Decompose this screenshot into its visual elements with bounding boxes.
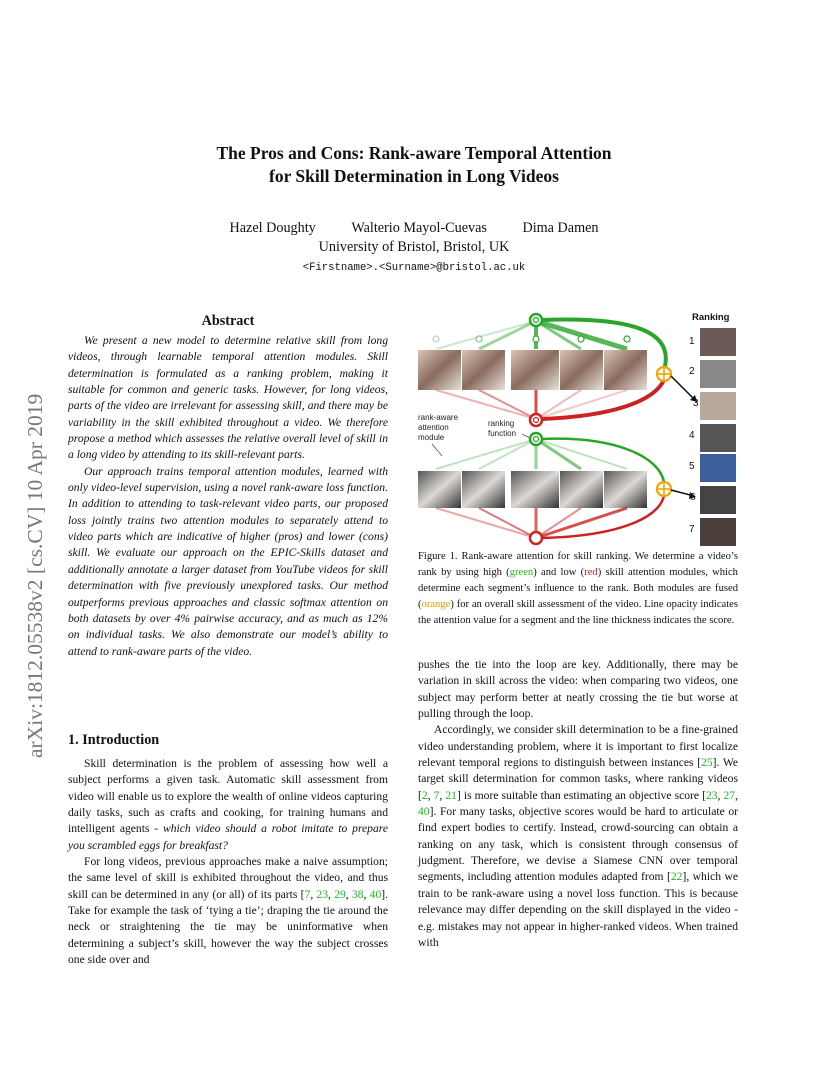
right-p2-text-a: Accordingly, we consider skill determination to be a fine-grained video understanding problem, where it is important to first localize relevant temporal regions to distinguish between instances [ — [418, 723, 738, 770]
author-3: Dima Damen — [522, 220, 599, 236]
intro-paragraph-1 — [68, 756, 388, 854]
right-p2-text-c: ] is more suitable than estimating an objective score [ — [456, 788, 706, 802]
author-2: Walterio Mayol-Cuevas — [351, 220, 487, 236]
citation-link[interactable]: 7 — [433, 788, 440, 802]
right-paragraph-1: pushes the tie into the loop are key. Additionally, there may be variation in skill across the video: when comparing two videos, one subject may perform better at neatly crossing the tie but worse at pulling through the loop. — [418, 658, 738, 721]
citation-link[interactable]: 22 — [670, 870, 683, 884]
citation-link[interactable]: 23 — [316, 887, 329, 901]
citation-link[interactable]: 25 — [701, 756, 713, 770]
rank-number: 1 — [689, 336, 695, 347]
citation-link[interactable]: 40 — [369, 887, 382, 901]
right-column-body — [418, 657, 738, 951]
caption-red: red — [584, 567, 598, 578]
abstract-paragraph-2: Our approach trains temporal attention modules, learned with only video-level supervision, using a novel rank-aware loss function. In addition to attending to task-relevant video parts, our proposed loss jointly trains two attention modules to separately attend to video parts which are indicative of higher (pros) and lower (cons) skill. We evaluate our approach on the EPIC-Skills dataset and additionally annotate a larger dataset from YouTube videos for skill determination with five previously unexplored tasks. Our method outperforms previous approaches and classic softmax attention on both datasets by over 4% pairwise accuracy, and as much as 12% on individual tasks. We also demonstrate our model’s ability to attend to rank-aware parts of the video. — [68, 464, 388, 658]
intro-p1-text: Skill determination is the problem of assessing how well a subject performs a given task. Automatic skill assessment from video will enable us to explore the wealth of online videos capturing daily tasks, such as crafts and cooking, for training humans and intelligent agents - — [68, 757, 388, 836]
arxiv-sidebar — [23, 288, 45, 758]
citation-link[interactable]: 2 — [421, 788, 428, 802]
citation-link[interactable]: 23 — [705, 788, 718, 802]
author-block — [0, 219, 828, 257]
rank-number: 4 — [689, 430, 695, 441]
intro-p2-text-b: ]. Take for example the task of ‘tying a tie’; draping the tie around the neck or straightening the tie may be uninformative when determining a subject’s skill, however the way the subject crosses one side over and — [68, 887, 389, 967]
label-module: rank-aware — [418, 413, 459, 422]
module-pointer — [432, 444, 442, 456]
caption-text-d: ) for an overall skill assessment of the video. Line opacity indicates the attention value for a segment and the line thickness indicates the score. — [418, 599, 738, 626]
label-module-3: module — [418, 433, 445, 442]
caption-green: green — [509, 567, 534, 578]
abstract-paragraph-1: We present a new model to determine relative skill from long videos, through learnable temporal attention modules. Skill determination is formulated as a ranking problem, making it suitable for common and generic tasks. However, for long videos, parts of the video are irrelevant for assessing skill, and there may be variability in the skill exhibited throughout a video. We therefore propose a method which assesses the relative overall level of skill in a long video by attending to its skill-relevant parts. — [68, 334, 388, 462]
right-p2-text-e: ], which we train to be rank-aware using a novel loss function. This is because relevance may differ depending on the skill displayed in the video - e.g. mistakes may not appear in higher-ranked videos. When trained with — [418, 870, 738, 949]
right-paragraph-2: Accordingly, we consider skill determination to be a fine-grained video understanding problem, where it is important to first localize relevant temporal regions to distinguish between instances [25]. We target skill determination for common tasks, where ranking videos [2, 7, 21] is more suitable than estimating an objective score [23, 27, 40]. For many tasks, objective scores would be hard to articulate or find expert bodies to certify. Instead, crowd-sourcing can obtain a ranking on any task, which is consistent through consensus of judgment. Therefore, we devise a Siamese CNN over temporal segments, including attention modules adapted from [22], which we train to be rank-aware using a novel loss function. This is because relevance may differ depending on the skill displayed in the video - e.g. mistakes may not appear in higher-ranked videos. When trained with — [418, 723, 739, 949]
abstract-heading: Abstract — [201, 313, 255, 329]
arxiv-id: arXiv:1812.05538v2 [cs.CV] 10 Apr 2019 — [23, 393, 47, 758]
label-module-2: attention — [418, 423, 449, 432]
intro-p1-question: which video should a robot imitate to prepare you scrambled eggs for breakfast? — [68, 822, 388, 852]
caption-text-a: Figure 1. Rank-aware attention for skill ranking. We determine a video’s rank by using high ( — [418, 551, 738, 578]
right-p2-text-b: ]. We target skill determination for common tasks, where ranking videos [ — [418, 756, 739, 802]
label-func-2: function — [488, 429, 517, 438]
title-line-1: The Pros and Cons: Rank-aware Temporal Attention — [216, 143, 612, 163]
intro-p2-text-a: For long videos, previous approaches make a naive assumption; the same level of skill is exhibited throughout the video, and thus skill can be determined in any (or all) of its parts [ — [68, 855, 388, 901]
label-func-1: ranking — [488, 419, 515, 428]
affiliation: University of Bristol, Bristol, UK — [318, 239, 510, 255]
right-p2-text-d: ]. For many tasks, objective scores would be hard to articulate or find expert bodies to certify. Instead, crowd-sourcing can obtain a ranking on any task, which is consistent through consensus of judgment. Therefore, we devise a Siamese CNN over temporal segments, including attention modules adapted from [ — [418, 805, 738, 884]
rank-number: 3 — [693, 398, 699, 409]
function-pointer — [522, 434, 530, 438]
author-1: Hazel Doughty — [229, 220, 316, 236]
rank-number: 5 — [689, 461, 695, 472]
citation-link[interactable]: 21 — [445, 788, 457, 802]
author-email: <Firstname>.<Surname>@bristol.ac.uk — [302, 262, 526, 274]
figure-1 — [414, 306, 742, 546]
ranking-thumbnails — [700, 328, 736, 546]
citation-link[interactable]: 40 — [418, 805, 430, 819]
figure-caption — [418, 549, 738, 629]
bottom-video-frames — [418, 471, 647, 508]
rank-number: 6 — [690, 492, 696, 503]
citation-link[interactable]: 38 — [351, 887, 364, 901]
top-video-frames — [418, 350, 647, 390]
intro-heading: 1. Introduction — [68, 732, 160, 748]
citation-link[interactable]: 27 — [723, 788, 736, 802]
caption-orange: orange — [421, 599, 451, 610]
title-line-2: for Skill Determination in Long Videos — [269, 166, 559, 186]
rank-number: 7 — [689, 524, 695, 535]
abstract-body — [68, 333, 388, 660]
rank-number: 2 — [689, 366, 695, 377]
caption-text-b: ) and low ( — [533, 567, 585, 578]
citation-link[interactable]: 29 — [334, 887, 346, 901]
intro-body — [68, 756, 388, 968]
intro-paragraph-2: For long videos, previous approaches make a naive assumption; the same level of skill is exhibited throughout the video, and thus skill can be determined in any (or all) of its parts [7, 23, 29, 38, 40]. Take for example the task of ‘tying a tie’; draping the tie around the neck or straightening the tie may be uninformative when determining a subject’s skill, however the way the subject crosses one side over and — [68, 855, 389, 967]
ranking-title: Ranking — [692, 312, 730, 323]
citation-link[interactable]: 7 — [304, 887, 311, 901]
paper-title — [0, 142, 828, 188]
caption-text-c: ) skill attention modules, which determine each segment’s influence to the rank. Both modules are fused ( — [418, 567, 738, 610]
